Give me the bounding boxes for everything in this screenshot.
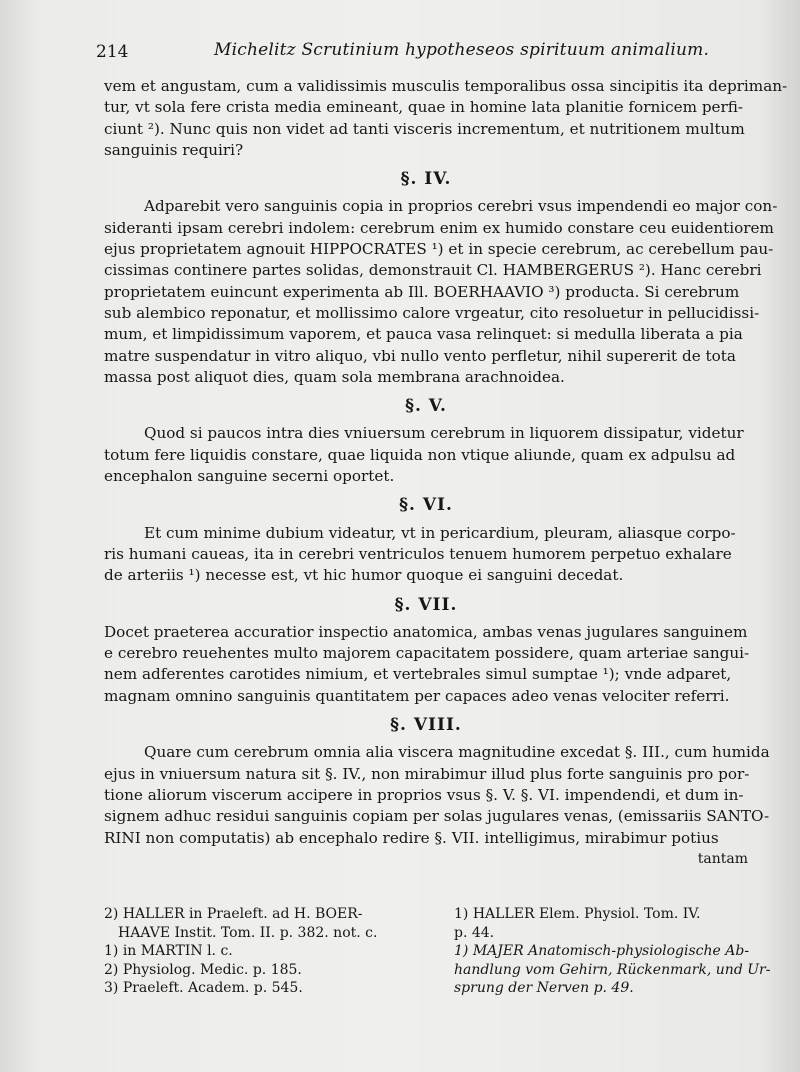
- text-line: tione aliorum viscerum accipere in proprios vsus §. V. §. VI. impendendi, et dum in-: [104, 785, 744, 804]
- running-head: Michelitz Scrutinium hypotheseos spirituum animalium.: [214, 40, 710, 60]
- page-number: 214: [96, 42, 129, 62]
- section-paragraph-iv: [104, 196, 778, 388]
- text-line: totum fere liquidis constare, quae liquida non vtique aliunde, quam ex adpulsu ad: [104, 445, 736, 464]
- section-paragraph-v: [104, 423, 748, 487]
- text-line: cissimas continere partes solidas, demonstrauit Cl. HAMBERGERUS ²). Hanc cerebri: [104, 261, 762, 280]
- section-heading-vii: §. VII.: [394, 594, 458, 615]
- footnote-line: 2) Physiolog. Medic. p. 185.: [104, 961, 302, 978]
- section-heading-vi: §. VI.: [399, 495, 453, 516]
- main-text: [104, 76, 788, 870]
- text-line: proprietatem euincunt experimenta ab Ill. BOERHAAVIO ³) producta. Si cerebrum: [104, 282, 740, 301]
- section-paragraph-viii: [104, 742, 770, 848]
- footnote-line: 1) in MARTIN l. c.: [104, 943, 233, 960]
- text-line: RINI non computatis) ab encephalo redire §. VII. intelligimus, mirabimur potius: [104, 828, 719, 847]
- text-line: matre suspendatur in vitro aliquo, vbi nullo vento perfletur, nihil supererit de tota: [104, 346, 736, 365]
- section-heading-v: §. V.: [405, 396, 447, 417]
- text-line: ris humani caueas, ita in cerebri ventriculos tenuem humorem perpetuo exhalare: [104, 544, 732, 563]
- section-paragraph-vii: [104, 622, 748, 707]
- footnotes-right-column: [454, 905, 771, 998]
- text-line: nem adferentes carotides nimium, et vertebrales simul sumptae ¹); vnde adparet,: [104, 665, 732, 684]
- footnote-line: handlung vom Gehirn, Rückenmark, und Ur-: [454, 961, 771, 978]
- text-line: tur, vt sola fere crista media emineant, quae in homine lata planitie fornicem perfi-: [104, 98, 744, 117]
- catchword: tantam: [697, 850, 748, 867]
- intro-paragraph: [104, 76, 788, 161]
- footnote-line: sprung der Nerven p. 49.: [454, 980, 634, 997]
- text-line: signem adhuc residui sanguinis copiam per solas jugulares venas, (emissariis SANTO-: [104, 807, 770, 826]
- footnote-line: p. 44.: [454, 924, 495, 941]
- text-line: ejus proprietatem agnouit HIPPOCRATES ¹) et in specie cerebrum, ac cerebellum pau-: [104, 240, 774, 259]
- text-line: Quare cum cerebrum omnia alia viscera magnitudine excedat §. III., cum humida: [144, 743, 770, 762]
- text-line: massa post aliquot dies, quam sola membrana arachnoidea.: [104, 367, 565, 386]
- text-line: Et cum minime dubium videatur, vt in pericardium, pleuram, aliasque corpo-: [144, 523, 736, 542]
- footnote-line: HAAVE Instit. Tom. II. p. 382. not. c.: [118, 924, 378, 941]
- page-header: [96, 36, 736, 66]
- text-line: ciunt ²). Nunc quis non videt ad tanti visceris incrementum, et nutritionem multum: [104, 119, 745, 138]
- text-line: de arteriis ¹) necesse est, vt hic humor quoque ei sanguini decedat.: [104, 566, 624, 585]
- footnote-line: 3) Praeleft. Academ. p. 545.: [104, 980, 303, 997]
- text-line: encephalon sanguine secerni oportet.: [104, 467, 395, 486]
- text-line: Docet praeterea accuratior inspectio anatomica, ambas venas jugulares sanguinem: [104, 622, 748, 641]
- text-line: sideranti ipsam cerebri indolem: cerebrum enim ex humido constare ceu euidentiorem: [104, 218, 774, 237]
- text-line: sanguinis requiri?: [104, 140, 244, 159]
- text-line: ejus in vniuersum natura sit §. IV., non mirabimur illud plus forte sanguinis pro por-: [104, 764, 750, 783]
- text-line: Quod si paucos intra dies vniuersum cerebrum in liquorem dissipatur, videtur: [144, 424, 744, 443]
- text-line: vem et angustam, cum a validissimis musculis temporalibus ossa sincipitis ita depriman-: [104, 77, 788, 95]
- footnotes-left-column: [104, 905, 434, 998]
- section-heading-viii: §. VIII.: [390, 715, 462, 736]
- text-line: mum, et limpidissimum vaporem, et pauca vasa relinquet: si medulla liberata a pia: [104, 325, 743, 344]
- text-line: Adparebit vero sanguinis copia in proprios cerebri vsus impendendi eo major con-: [144, 197, 778, 216]
- section-heading-iv: §. IV.: [400, 169, 452, 190]
- footnote-line: 1) MAJER Anatomisch-physiologische Ab-: [454, 943, 750, 960]
- footnote-line: 2) HALLER in Praeleft. ad H. BOER-: [104, 906, 363, 922]
- footnote-line: 1) HALLER Elem. Physiol. Tom. IV.: [454, 906, 701, 922]
- text-line: magnam omnino sanguinis quantitatem per capaces adeo venas velociter referri.: [104, 686, 730, 705]
- text-line: sub alembico reponatur, et mollissimo calore vrgeatur, cito resoluetur in pellucidissi-: [104, 303, 760, 322]
- text-line: e cerebro reuehentes multo majorem capacitatem possidere, quam arteriae sangui-: [104, 644, 750, 663]
- section-paragraph-vi: [104, 523, 748, 587]
